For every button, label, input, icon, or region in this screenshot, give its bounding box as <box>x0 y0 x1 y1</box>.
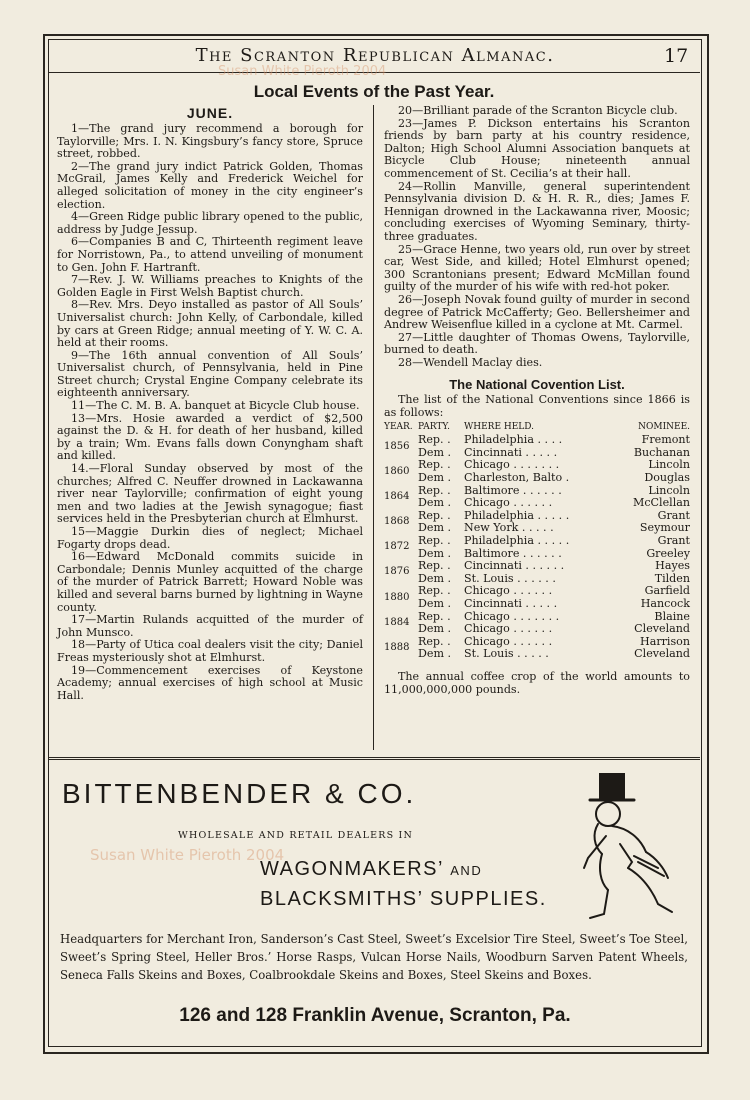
convention-party: Dem . <box>418 445 452 459</box>
company-name: BITTENBENDER & CO. <box>62 778 417 809</box>
convention-nominee: Grant <box>657 508 690 522</box>
convention-nominee: Cleveland <box>634 647 690 661</box>
left-column <box>57 105 363 702</box>
event-entry: 23—James P. Dickson entertains his Scranton friends by barn party at his country residence, Dalton; High School Alumni Association banquets at Bicycle Club House; nineteenth annual commencement of St. Cecilia’s at their hall. <box>384 116 690 180</box>
convention-nominee: Blaine <box>654 609 690 623</box>
convention-nominee: Greeley <box>646 546 690 560</box>
event-entry: 26—Joseph Novak found guilty of murder in second degree of Patrick McCafferty; Geo. Bellersheimer and Andrew Weisenflue killed in a cyclone at Mt. Carmel. <box>384 292 690 332</box>
event-entry: 8—Rev. Mrs. Deyo installed as pastor of All Souls’ Universalist church: John Kelly, of Carbondale, killed by cars at Green Ridge; annual meeting of Y. W. C. A. held at their rooms. <box>57 298 363 350</box>
convention-year: 1860 <box>384 465 410 477</box>
event-entry: 4—Green Ridge public library opened to the public, address by Judge Jessup. <box>57 210 363 236</box>
convention-location: Cincinnati . . . . . <box>464 445 558 459</box>
coffee-note: The annual coffee crop of the world amounts to 11,000,000,000 pounds. <box>384 669 690 696</box>
convention-row <box>384 623 690 636</box>
convention-row <box>384 648 690 661</box>
convention-nominee: Grant <box>657 534 690 547</box>
column-divider <box>373 105 374 750</box>
convention-nominee: Buchanan <box>633 445 690 459</box>
convention-party: Rep. . <box>418 508 451 522</box>
convention-location: Chicago . . . . . . . <box>464 458 560 472</box>
convention-party: Dem . <box>418 496 452 510</box>
event-entry: 24—Rollin Manville, general superintendent Pennsylvania division D. & H. R. R., dies; James F. Hennigan drowned in the Lackawanna river, Moosic; concluding exercises of Wyoming Seminary, thirty-three graduates. <box>384 179 690 243</box>
event-entry: 16—Edward McDonald commits suicide in Carbondale; Dennis Munley acquitted of the charge of the murder of Patrick Barrett; Howard Noble was killed and several barns burned by lightning in Wayne county. <box>57 550 363 614</box>
event-entry: 11—The C. M. B. A. banquet at Bicycle Club house. <box>71 399 360 413</box>
header-rule <box>48 72 700 73</box>
convention-year: 1876 <box>384 566 410 578</box>
event-entry: 15—Maggie Durkin dies of neglect; Michael Fogarty drops dead. <box>57 525 363 551</box>
header-party: PARTY. <box>418 421 450 432</box>
event-entry: 1—The grand jury recommend a borough for Taylorville; Mrs. I. N. Kingsbury’s fancy store, Spruce street, robbed. <box>57 122 363 161</box>
convention-nominee: Fremont <box>641 433 690 447</box>
convention-party: Dem . <box>418 546 452 560</box>
event-entry: 17—Martin Rulands acquitted of the murder of John Munsco. <box>57 613 363 639</box>
convention-location: Chicago . . . . . . <box>464 622 553 636</box>
convention-party: Dem . <box>418 596 452 610</box>
event-entry: 14.—Floral Sunday observed by most of the churches; Alfred C. Neuffer drowned in Lackawanna river near Taylorville; confirmation of eight young men and two ladies at the Jewish synagogue; fiast services held in the Presbyterian church at Elmhurst. <box>57 462 363 526</box>
event-entry: 9—The 16th annual convention of All Souls’ Universalist church, of Pennsylvania, held in Pine Street church; Crystal Engine Company celebrate its eighteenth anniversary. <box>57 348 363 400</box>
convention-party: Rep. . <box>418 609 451 623</box>
convention-intro: The list of the National Conventions since 1866 is as follows: <box>384 393 690 420</box>
event-entry: 19—Commencement exercises of Keystone Academy; annual exercises of high school at Music Hall. <box>57 663 363 702</box>
event-entry: 18—Party of Utica coal dealers visit the city; Daniel Freas mysteriously shot at Elmhurst. <box>57 638 363 664</box>
ad-line-blacksmiths: BLACKSMITHS’ SUPPLIES. <box>260 888 547 910</box>
convention-party: Rep. . <box>418 634 451 648</box>
convention-party: Rep. . <box>418 433 451 447</box>
wagonmakers-text: WAGONMAKERS’ <box>260 858 444 880</box>
convention-year: 1880 <box>384 591 410 603</box>
page-number: 17 <box>664 45 689 67</box>
convention-row <box>384 598 690 611</box>
convention-party: Dem . <box>418 521 452 535</box>
convention-party: Rep. . <box>418 584 451 598</box>
convention-location: Chicago . . . . . . . <box>464 609 560 623</box>
event-entry: 7—Rev. J. W. Williams preaches to Knights of the Golden Eagle in First Welsh Baptist church. <box>57 273 363 299</box>
event-entry: 25—Grace Henne, two years old, run over by street car, West Side, and killed; Hotel Elmhurst opened; 300 Scrantonians present; Edward McMillan found guilty of the murder of his wife with red-hot poker. <box>384 242 690 294</box>
convention-year: 1888 <box>384 642 410 654</box>
convention-rows <box>384 434 690 661</box>
convention-year: 1884 <box>384 616 410 628</box>
convention-row <box>384 560 690 573</box>
convention-year: 1868 <box>384 516 410 528</box>
convention-nominee: Cleveland <box>634 622 690 636</box>
convention-table <box>384 420 690 661</box>
convention-location: Cincinnati . . . . . <box>464 596 558 610</box>
convention-location: Charleston, Balto . <box>464 471 570 485</box>
convention-nominee: Hancock <box>640 596 690 610</box>
ad-address: 126 and 128 Franklin Avenue, Scranton, Pa. <box>179 1005 571 1026</box>
convention-party: Dem . <box>418 571 452 585</box>
convention-nominee: Harrison <box>640 634 690 648</box>
month-heading: JUNE. <box>186 105 234 121</box>
convention-row <box>384 472 690 485</box>
convention-row <box>384 497 690 510</box>
convention-year: 1864 <box>384 490 410 502</box>
header-year: YEAR. <box>384 421 413 432</box>
convention-location: New York . . . . . <box>464 521 554 535</box>
convention-party: Dem . <box>418 471 452 485</box>
convention-row <box>384 434 690 447</box>
convention-list-title: The National Covention List. <box>449 377 625 393</box>
header-where-held: WHERE HELD. <box>464 421 535 432</box>
event-entry: 2—The grand jury indict Patrick Golden, Thomas McGrail, James Kelly and Frederick Weichel for alleged solicitation of money in the city engineer’s election. <box>57 159 363 211</box>
ad-body-text: Headquarters for Merchant Iron, Sanderson’s Cast Steel, Sweet’s Excelsior Tire Steel, Sweet’s Toe Steel, Sweet’s Spring Steel, Heller Bros.’ Horse Rasps, Vulcan Horse Nails, Woodburn Sarven Patent Wheels, Seneca Falls Skeins and Boxes, Coalbrookdale Skeins and Boxes, Steel Skeins and Boxes. <box>60 932 688 982</box>
convention-location: Philadelphia . . . . . <box>464 508 570 522</box>
convention-nominee: Lincoln <box>648 458 690 472</box>
convention-party: Dem . <box>418 622 452 636</box>
convention-location: Philadelphia . . . . . <box>464 534 570 547</box>
convention-nominee: Garfield <box>644 584 690 598</box>
ad-separator-rule <box>48 757 700 763</box>
convention-location: Cincinnati . . . . . . <box>464 559 565 573</box>
header-nominee: NOMINEE. <box>638 421 690 432</box>
convention-party: Rep. . <box>418 559 451 573</box>
almanac-title: The Scranton Republican Almanac. <box>195 45 555 66</box>
section-title: Local Events of the Past Year. <box>253 82 495 101</box>
convention-location: Chicago . . . . . . <box>464 634 553 648</box>
convention-location: Baltimore . . . . . . <box>464 483 562 497</box>
convention-location: St. Louis . . . . . . <box>464 571 556 585</box>
event-entry: 28—Wendell Maclay dies. <box>398 355 543 369</box>
convention-year: 1856 <box>384 440 410 452</box>
convention-location: Philadelphia . . . . <box>464 433 563 447</box>
event-entry: 13—Mrs. Hosie awarded a verdict of $2,500 against the D. & H. for death of her husband, killed by a train; Wm. Evans falls down Conyngham shaft and killed. <box>57 411 363 463</box>
ad-subtitle: WHOLESALE AND RETAIL DEALERS IN <box>178 830 413 841</box>
convention-party: Rep. . <box>418 458 451 472</box>
and-text: AND <box>450 863 483 878</box>
convention-nominee: Hayes <box>655 559 690 573</box>
convention-nominee: Tilden <box>654 571 690 585</box>
watermark-ad: Susan White Pieroth 2004 <box>90 846 285 864</box>
ad-line-wagonmakers <box>260 858 482 881</box>
convention-table-header <box>384 420 690 435</box>
convention-party: Rep. . <box>418 483 451 497</box>
convention-nominee: Seymour <box>639 521 690 535</box>
convention-party: Dem . <box>418 647 452 661</box>
convention-location: Chicago . . . . . . <box>464 584 553 598</box>
convention-location: St. Louis . . . . . <box>464 647 549 661</box>
convention-location: Baltimore . . . . . . <box>464 546 562 560</box>
convention-nominee: Douglas <box>644 471 690 485</box>
convention-nominee: Lincoln <box>648 483 690 497</box>
caricature-illustration <box>568 772 694 922</box>
convention-row <box>384 535 690 548</box>
event-entry: 6—Companies B and C, Thirteenth regiment leave for Norristown, Pa., to attend unveiling of monument to Gen. John F. Hartranft. <box>57 235 363 274</box>
convention-nominee: McClellan <box>632 496 690 510</box>
event-entry: 20—Brilliant parade of the Scranton Bicycle club. <box>398 104 678 117</box>
convention-party: Rep. . <box>418 534 451 547</box>
watermark-top: Susan White Pieroth 2004 <box>218 64 387 79</box>
convention-location: Chicago . . . . . . <box>464 496 553 510</box>
convention-year: 1872 <box>384 541 410 553</box>
event-entry: 27—Little daughter of Thomas Owens, Taylorville, burned to death. <box>384 330 690 357</box>
right-column <box>384 105 690 696</box>
